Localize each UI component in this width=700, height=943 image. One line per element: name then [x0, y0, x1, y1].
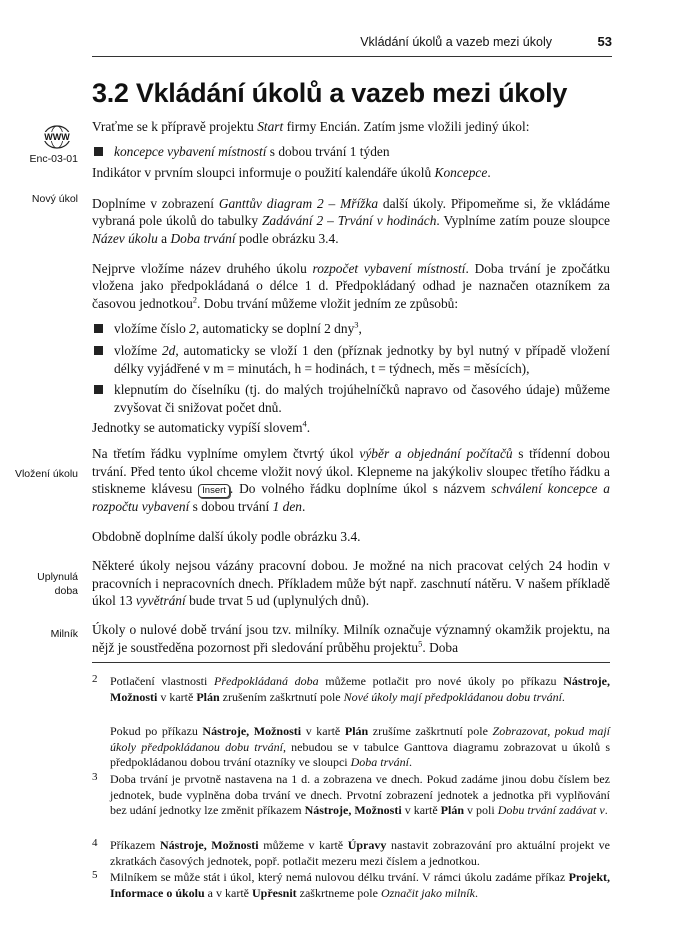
margin-vlozeni-ukolu: Vložení úkolu	[14, 468, 78, 480]
margin-doba: doba	[54, 585, 78, 597]
bullet-cislo: vložíme číslo 2, automaticky se doplní 2 dny$^3$,	[92, 320, 610, 338]
paragraph-nektere-ukoly: Některé úkoly nejsou vázány pracovní dobou. Je možné na nich pracovat celých 24 hodin v pracovních i nepracovních dnech. Příkladem může být např. zaschnutí nátěru. V našem příkladě úkol 13 vyvětrání bude trvat 5 ud (uplynulých dnů).	[92, 558, 610, 609]
paragraph-treti-radek: Na třetím řádku vyplníme omylem čtvrtý úkol výběr a objednání počítačů s třídenní dobou trvání. Před tento úkol chceme vložit nový úkol. Klepneme na jakýkoliv sloupec třetího řádku a stiskneme klávesu Insert . Do volného řádku doplníme úkol s názvem schválení koncepce a rozpočtu vybavení s dobou trvání 1 den.	[92, 445, 611, 515]
paragraph-indikator: Indikátor v prvním sloupci informuje o použití kalendáře úkolů Koncepce.	[92, 165, 491, 181]
header-title: Vkládání úkolů a vazeb mezi úkoly	[360, 35, 552, 49]
bullet-koncepce: koncepce vybavení místností s dobou trvání 1 týden	[92, 143, 610, 161]
body-column	[92, 118, 610, 656]
running-header	[92, 32, 612, 57]
margin-uplynula-doba	[0, 570, 78, 598]
margin-uplynula: Uplynulá	[37, 571, 78, 583]
insert-key: Insert	[198, 484, 230, 498]
footnote-divider	[92, 662, 610, 663]
page-number: 53	[597, 34, 612, 49]
margin-enc-label: Enc-03-01	[29, 153, 78, 165]
footnote-2: 2 Potlačení vlastnosti Předpokládaná doba můžeme potlačit pro nové úkoly po příkazu Nástroje, Možnosti v kartě Plán zrušením zaškrtnutí pole Nové úkoly mají předpokládanou dobu trvání.	[92, 673, 610, 704]
paragraph-nejprve: Nejprve vložíme název druhého úkolu rozpočet vybavení místností. Doba trvání je zpočátku vložena jako předpokládaná o délce 1 d. Předpokládaný odhad je naznačen otazníkem za časovou jednotkou$^2$. Dobu trvání můžeme vložit jedním ze způsobů:	[92, 260, 610, 311]
paragraph-milniky: Úkoly o nulové době trvání jsou tzv. milníky. Milník označuje významný okamžik projektu, na nějž je soustředěna pozornost při sledování průběhu projektu$^5$. Doba	[92, 622, 610, 655]
www-globe-icon	[42, 124, 72, 150]
margin-novy-ukol: Nový úkol	[31, 193, 78, 205]
paragraph-intro: Vraťme se k přípravě projektu Start firmy Encián. Zatím jsme vložili jediný úkol:	[92, 119, 530, 134]
section-heading: 3.2 Vkládání úkolů a vazeb mezi úkoly	[92, 78, 568, 108]
www-label: WWW	[44, 132, 70, 142]
margin-milnik: Milník	[50, 628, 78, 640]
bullet-ciselnik: klepnutím do číselníku (tj. do malých trojúhelníčků napravo od časového údaje) můžeme zvyšovat či snižovat počet dnů.	[92, 381, 610, 416]
paragraph-jednotky: Jednotky se automaticky vypíší slovem$^4$.	[92, 418, 311, 436]
bullet-2d: vložíme 2d, automaticky se vloží 1 den (příznak jednotky by byl nutný v případě vložení délky vyjádřené v m = minutách, h = hodinách, t = týdnech, měs = měsících),	[92, 342, 610, 377]
paragraph-doplnime: Doplníme v zobrazení Ganttův diagram 2 – Mřížka další úkoly. Připomeňme si, že vkládáme vybraná pole úkolů do tabulky Zadávání 2 – Trvání v hodinách. Vyplníme zatím pouze sloupce Název úkolu a Doba trvání podle obrázku 3.4.	[92, 195, 610, 246]
paragraph-obdobne: Obdobně doplníme další úkoly podle obrázku 3.4.	[92, 528, 361, 544]
footnote-2-continued: Pokud po příkazu Nástroje, Možnosti v kartě Plán zrušíme zaškrtnutí pole Zobrazovat, pokud mají úkoly předpokládanou dobu trvání, nebudou se v tabulce Ganttova diagramu zobrazovat u úkolů s předpokládanou dobou trvání otazníky ve sloupci Doba trvání.	[110, 724, 611, 770]
footnote-3: 3 Doba trvání je prvotně nastavena na 1 d. a zobrazena ve dnech. Pokud zadáme jinou dobu číslem bez jednotek, bude vyplněna doba trvání ve dnech. Prvotní zobrazení jednotek a jednotka při vyplňování bez udání jednotky lze změnit příkazem Nástroje, Možnosti v kartě Plán v poli Dobu trvání zadávat v.	[92, 771, 610, 818]
footnote-4: 4 Příkazem Nástroje, Možnosti můžeme v kartě Úpravy nastavit zobrazování pro aktuální projekt ve zkratkách časových jednotek, popř. potlačit mezeru mezi číslem a jednotkou.	[92, 837, 610, 868]
footnote-5: 5 Milníkem se může stát i úkol, který nemá nulovou délku trvání. V rámci úkolu zadáme příkaz Projekt, Informace o úkolu a v kartě Upřesnit zaškrtneme pole Označit jako milník.	[92, 869, 610, 900]
